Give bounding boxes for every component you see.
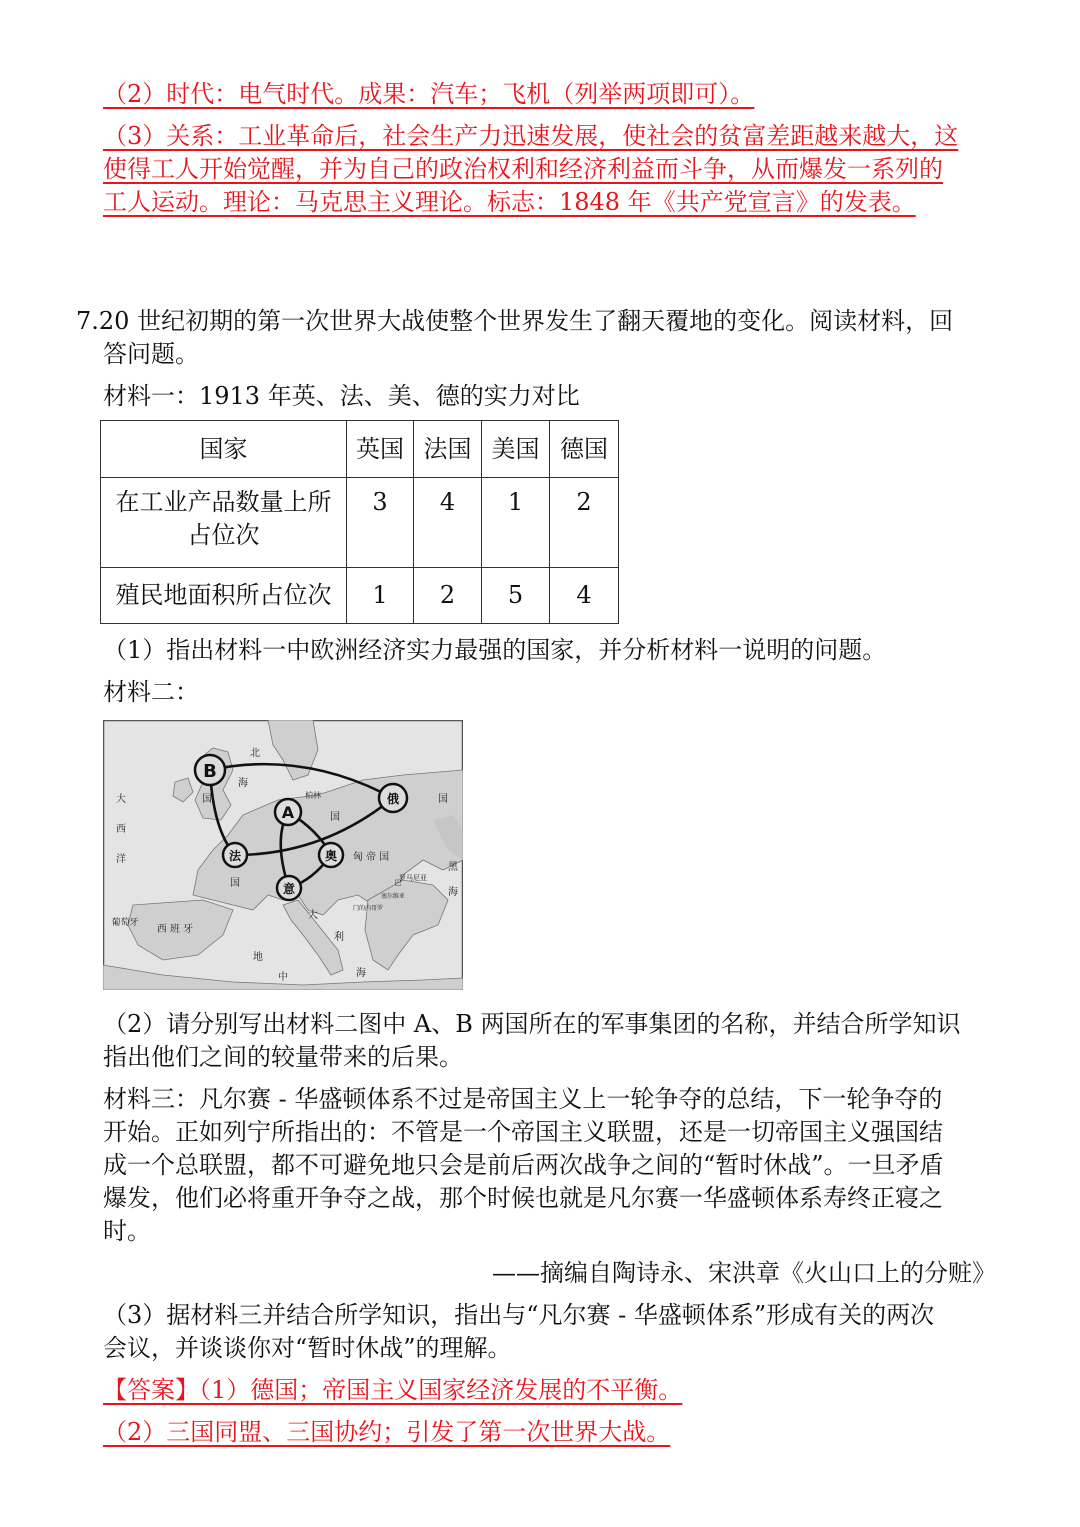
- material-1-title: 材料一：1913 年英、法、美、德的实力对比: [103, 382, 580, 410]
- map-text-montenegro: 门的内哥罗: [352, 905, 384, 912]
- material-3-source: ——摘编自陶诗永、宋洪章《火山口上的分赃》: [492, 1259, 996, 1287]
- node-a-label: A: [281, 803, 295, 822]
- table-cell: 4: [414, 478, 482, 568]
- map-text-berlin: 柏林: [305, 791, 321, 800]
- table-header-row: [101, 421, 619, 478]
- material-3-line-4: 爆发，他们必将重开争夺之战，那个时候也就是凡尔赛一华盛顿体系寿终正寝之: [103, 1184, 943, 1212]
- map-text-italy-li: 利: [334, 932, 344, 943]
- map-text-italy-da: 大: [308, 910, 318, 921]
- question-7-part-3-line-2: 会议，并谈谈你对“暂时休战”的理解。: [103, 1334, 512, 1362]
- prev-answer-line-3: 使得工人开始觉醒，并为自己的政治权利和经济利益而斗争，从而爆发一系列的: [103, 155, 943, 183]
- question-7-part-3-line-1: （3）据材料三并结合所学知识，指出与“凡尔赛 - 华盛顿体系”形成有关的两次: [103, 1301, 935, 1329]
- table-header-country: 国家: [101, 421, 347, 478]
- question-7-part-2-line-2: 指出他们之间的较量带来的后果。: [103, 1043, 463, 1071]
- material-3-line-1: 材料三：凡尔赛 - 华盛顿体系不过是帝国主义上一轮争夺的总结，下一轮争夺的: [103, 1085, 943, 1113]
- map-text-spain: 西 班 牙: [156, 924, 194, 935]
- material-3-line-5: 时。: [103, 1217, 151, 1245]
- map-text-da: 大: [116, 794, 126, 805]
- table-header-uk: 英国: [347, 421, 414, 478]
- map-text-hai2: 海: [356, 968, 366, 979]
- question-7-line-1: 7.20 世纪初期的第一次世界大战使整个世界发生了翻天覆地的变化。阅读材料，回: [76, 307, 954, 335]
- table-cell: 3: [347, 478, 414, 568]
- table-cell: 2: [550, 478, 619, 568]
- node-b-label: B: [203, 761, 217, 782]
- map-text-xiong: 匈 帝 国: [352, 852, 390, 863]
- map-text-guo-fa: 国: [230, 878, 240, 889]
- answer-part-2: （2）三国同盟、三国协约；引发了第一次世界大战。: [103, 1418, 671, 1446]
- material-3-line-2: 开始。正如列宁所指出的：不管是一个帝国主义联盟，还是一切帝国主义强国结: [103, 1118, 943, 1146]
- material-2-title: 材料二：: [103, 678, 199, 706]
- table-header-usa: 美国: [482, 421, 550, 478]
- map-text-bei: 北: [250, 748, 260, 759]
- map-text-ba: 巴: [394, 879, 402, 887]
- map-text-guo-e: 国: [438, 794, 448, 805]
- map-text-hei: 黑: [448, 862, 458, 873]
- table-header-germany: 德国: [550, 421, 619, 478]
- map-text-hai3: 海: [448, 887, 458, 898]
- map-text-serbia: 塞尔维亚: [380, 893, 406, 900]
- question-7-part-1: （1）指出材料一中欧洲经济实力最强的国家，并分析材料一说明的问题。: [103, 636, 887, 664]
- prev-answer-line-4: 工人运动。理论：马克思主义理论。标志：1848 年《共产党宣言》的发表。: [103, 188, 916, 216]
- europe-alliance-map: [103, 720, 463, 990]
- row-label-line-2: 占位次: [187, 521, 260, 549]
- node-italy-label: 意: [282, 882, 296, 896]
- answer-line-1: [103, 1374, 682, 1407]
- prev-answer-line-1: （2）时代：电气时代。成果：汽车；飞机（列举两项即可）。: [103, 80, 755, 108]
- table-cell: 1: [482, 478, 550, 568]
- question-7-part-2-line-1: （2）请分别写出材料二图中 A、B 两国所在的军事集团的名称，并结合所学知识: [103, 1010, 961, 1038]
- node-austria-label: 奥: [324, 849, 338, 863]
- table-row: [101, 478, 619, 568]
- table-cell: 1: [347, 568, 414, 624]
- strength-comparison-table: [100, 420, 619, 624]
- node-france-label: 法: [228, 849, 242, 863]
- table-row-label-colony: 殖民地面积所占位次: [101, 568, 347, 624]
- table-cell: 2: [414, 568, 482, 624]
- table-header-france: 法国: [414, 421, 482, 478]
- answer-tag: 【答案】: [103, 1376, 199, 1404]
- table-row-label-industry: [101, 478, 347, 568]
- map-text-guo-de: 国: [330, 812, 340, 823]
- map-text-yang: 洋: [116, 854, 126, 865]
- map-text-di: 地: [253, 952, 263, 963]
- map-text-zhong: 中: [278, 972, 288, 983]
- map-text-romania: 罗马尼亚: [399, 874, 427, 882]
- prev-answer-line-2: （3）关系：工业革命后，社会生产力迅速发展，使社会的贫富差距越来越大，这: [103, 122, 959, 150]
- answer-part-1: （1）德国；帝国主义国家经济发展的不平衡。: [199, 1376, 683, 1404]
- question-7-line-2: 答问题。: [103, 340, 199, 368]
- map-text-hai: 海: [238, 778, 248, 789]
- table-row: [101, 568, 619, 624]
- table-cell: 4: [550, 568, 619, 624]
- material-3-line-3: 成一个总联盟，都不可避免地只会是前后两次战争之间的“暂时休战”。一旦矛盾: [103, 1151, 944, 1179]
- row-label-line-1: 在工业产品数量上所: [115, 488, 332, 516]
- table-cell: 5: [482, 568, 550, 624]
- map-text-guo-b: 国: [202, 794, 212, 805]
- node-russia-label: 俄: [386, 792, 400, 806]
- map-text-portugal: 葡萄牙: [111, 918, 139, 928]
- map-text-xi: 西: [116, 824, 126, 835]
